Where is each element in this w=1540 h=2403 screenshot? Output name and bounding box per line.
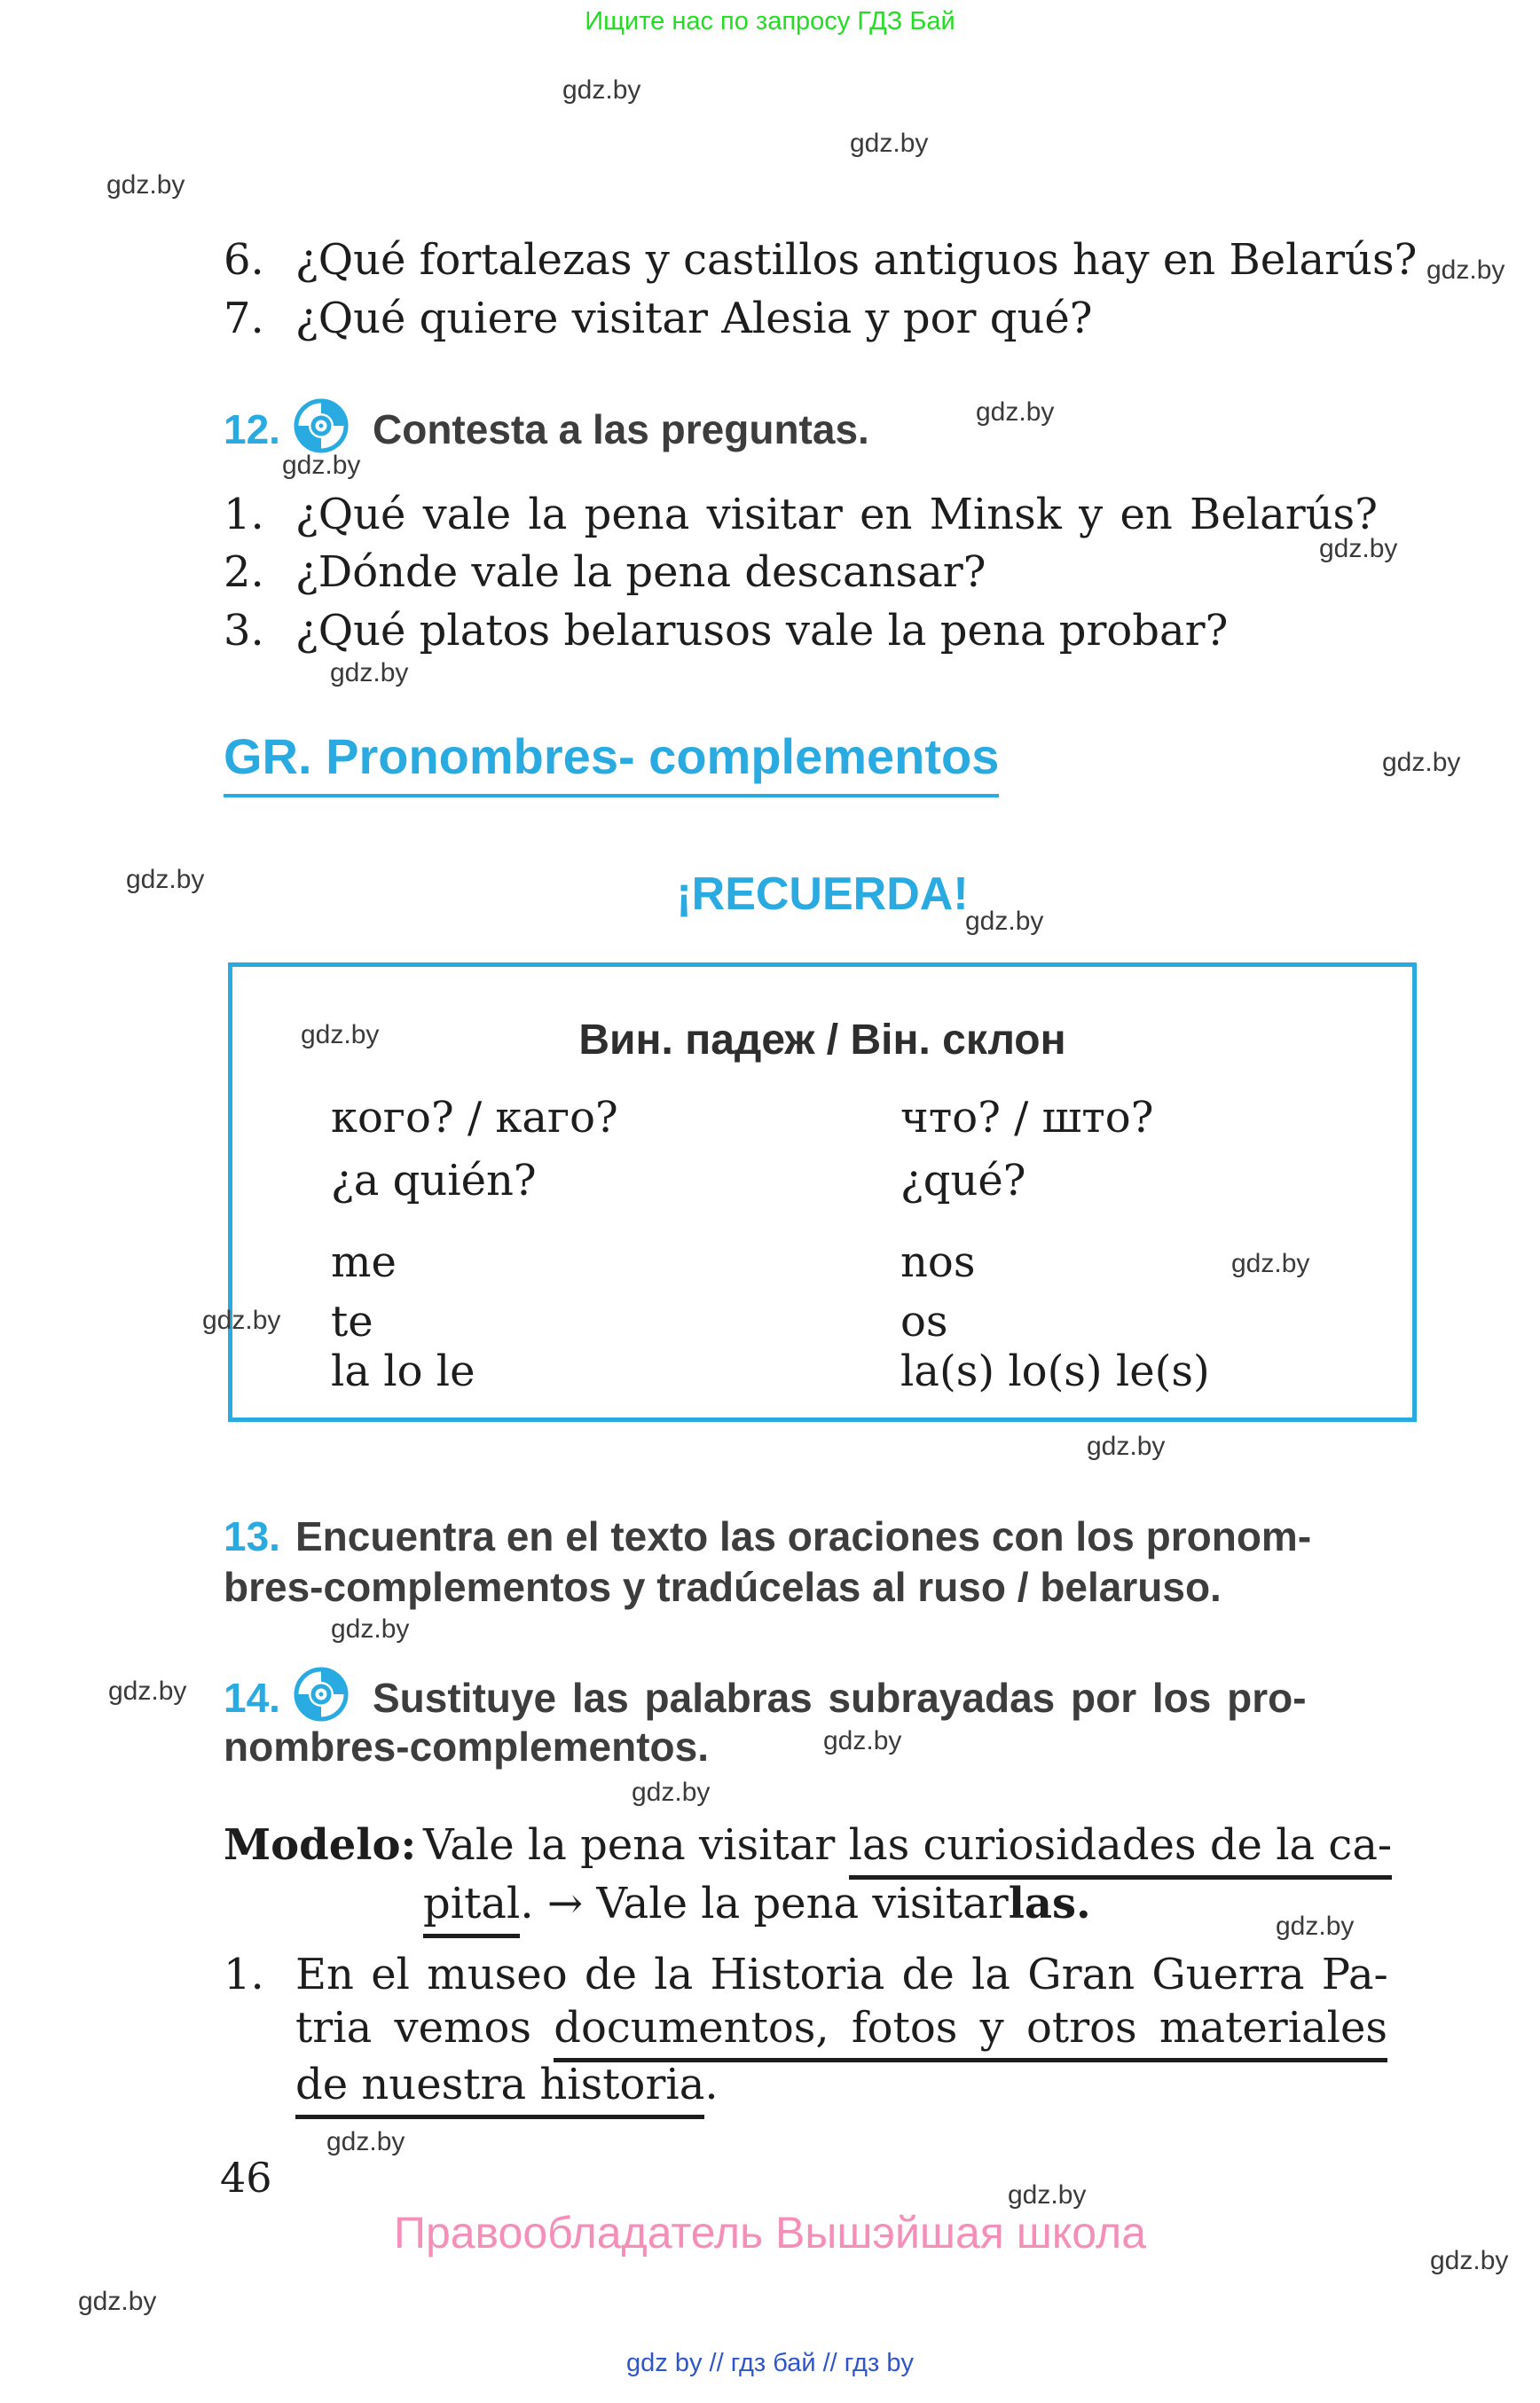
- rule-box-title: Вин. падеж / Він. склон: [578, 1017, 1066, 1064]
- question-number: 1.: [224, 490, 264, 539]
- question-2: [224, 547, 986, 597]
- exercise-14-header: [224, 1666, 1307, 1723]
- exercise-number: 13.: [224, 1513, 280, 1559]
- modelo-line1: [224, 1820, 1392, 1870]
- question-1: [224, 490, 1378, 539]
- rule-cell: la(s) lo(s) le(s): [900, 1347, 1210, 1396]
- item-text: .: [704, 2060, 719, 2109]
- item-1-line2: [295, 2003, 1387, 2053]
- watermark: gdz.by: [106, 170, 185, 200]
- exercise-14-header-line2: [224, 1723, 709, 1771]
- recuerda-heading: ¡RECUERDA!: [676, 868, 969, 920]
- rule-cell: nos: [900, 1237, 976, 1287]
- promo-note: Ищите нас по запросу ГДЗ Бай: [585, 7, 955, 35]
- rule-cell: кого? / каго?: [331, 1093, 618, 1143]
- question-number: 7.: [224, 294, 264, 343]
- cd-icon: [293, 1666, 350, 1723]
- rule-cell: la lo le: [331, 1347, 475, 1396]
- item-number: 1.: [224, 1950, 264, 1999]
- rule-cell: te: [331, 1297, 373, 1347]
- rule-cell: ¿qué?: [900, 1156, 1026, 1205]
- rule-cell: ¿a quién?: [331, 1156, 537, 1205]
- page-number: 46: [220, 2154, 272, 2202]
- watermark: gdz.by: [1430, 2246, 1509, 2275]
- exercise-13-header-line2: [224, 1563, 1222, 1611]
- item-underlined-text: documentos, fotos y otros materiales: [554, 2003, 1387, 2062]
- question-3: [224, 606, 1228, 656]
- question-number: 2.: [224, 547, 264, 597]
- watermark: gdz.by: [1008, 2180, 1087, 2210]
- watermark: gdz.by: [301, 1020, 380, 1049]
- watermark: gdz.by: [965, 907, 1044, 936]
- question-number: 6.: [224, 235, 264, 285]
- item-text: tria vemos: [295, 2003, 554, 2053]
- footer-note: gdz by // гдз бай // гдз by: [626, 2349, 914, 2377]
- watermark: gdz.by: [326, 2127, 405, 2156]
- grammar-rule-box: [228, 962, 1417, 1422]
- exercise-title: Contesta a las preguntas.: [373, 406, 869, 452]
- exercise-text: nombres-complementos.: [224, 1724, 709, 1770]
- exercise-13-header: [224, 1512, 1311, 1560]
- watermark: gdz.by: [823, 1726, 902, 1755]
- watermark: gdz.by: [1231, 1249, 1310, 1278]
- item-text: En el museo de la Historia de la Gran Guerra Pa-: [295, 1950, 1388, 1999]
- exercise-number: 12.: [224, 406, 280, 452]
- item-underlined-text: de nuestra historia: [295, 2060, 704, 2119]
- exercise-text: Encuentra en el texto las oraciones con los pronom-: [295, 1513, 1312, 1559]
- watermark: gdz.by: [632, 1778, 711, 1807]
- rule-cell: me: [331, 1237, 397, 1287]
- watermark: gdz.by: [202, 1306, 281, 1335]
- question-text: ¿Qué vale la pena visitar en Minsk y en Belarús?: [295, 490, 1378, 539]
- modelo-underlined-text: pital: [423, 1879, 520, 1938]
- watermark: gdz.by: [562, 75, 641, 105]
- item-1-line1: [224, 1950, 1388, 1999]
- question-text: ¿Dónde vale la pena descansar?: [295, 547, 986, 597]
- watermark: gdz.by: [1319, 534, 1398, 563]
- question-7: [224, 294, 1093, 343]
- rule-cell: os: [900, 1297, 948, 1347]
- modelo-underlined-text: las curiosidades de la ca-: [849, 1820, 1393, 1880]
- exercise-number: 14.: [224, 1675, 280, 1721]
- modelo-label: Modelo:: [224, 1820, 417, 1870]
- watermark: gdz.by: [1382, 748, 1461, 777]
- question-6: [224, 235, 1417, 285]
- exercise-12-header: [224, 397, 869, 454]
- exercise-text: bres-complementos y tradúcelas al ruso / belaruso.: [224, 1564, 1222, 1610]
- question-text: ¿Qué quiere visitar Alesia y por qué?: [295, 294, 1093, 343]
- watermark: gdz.by: [126, 865, 205, 894]
- question-text: ¿Qué fortalezas y castillos antiguos hay en Belarús?: [295, 235, 1418, 285]
- modelo-text: Vale la pena visitar: [423, 1820, 849, 1870]
- modelo-line2: [423, 1879, 1091, 1928]
- watermark: gdz.by: [282, 451, 361, 480]
- exercise-text: Sustituye las palabras subrayadas por los pro-: [373, 1675, 1307, 1721]
- rule-cell: что? / што?: [900, 1093, 1154, 1143]
- grammar-heading: GR. Pronombres- complementos: [224, 727, 999, 797]
- watermark: gdz.by: [1276, 1912, 1355, 1941]
- watermark: gdz.by: [331, 1614, 410, 1644]
- watermark: gdz.by: [108, 1677, 187, 1706]
- watermark: gdz.by: [850, 129, 929, 158]
- watermark: gdz.by: [1087, 1432, 1166, 1461]
- cd-icon: [293, 397, 350, 454]
- item-1-line3: [295, 2060, 719, 2109]
- watermark: gdz.by: [330, 658, 409, 687]
- question-text: ¿Qué platos belarusos vale la pena probar?: [295, 606, 1229, 656]
- modelo-text: . → Vale la pena visitar: [520, 1879, 1009, 1928]
- watermark: gdz.by: [976, 397, 1055, 427]
- copyright-note: Правообладатель Вышэйшая школа: [394, 2208, 1146, 2258]
- modelo-bold-text: las.: [1008, 1879, 1091, 1928]
- question-number: 3.: [224, 606, 264, 656]
- watermark: gdz.by: [78, 2287, 157, 2316]
- watermark: gdz.by: [1426, 255, 1505, 285]
